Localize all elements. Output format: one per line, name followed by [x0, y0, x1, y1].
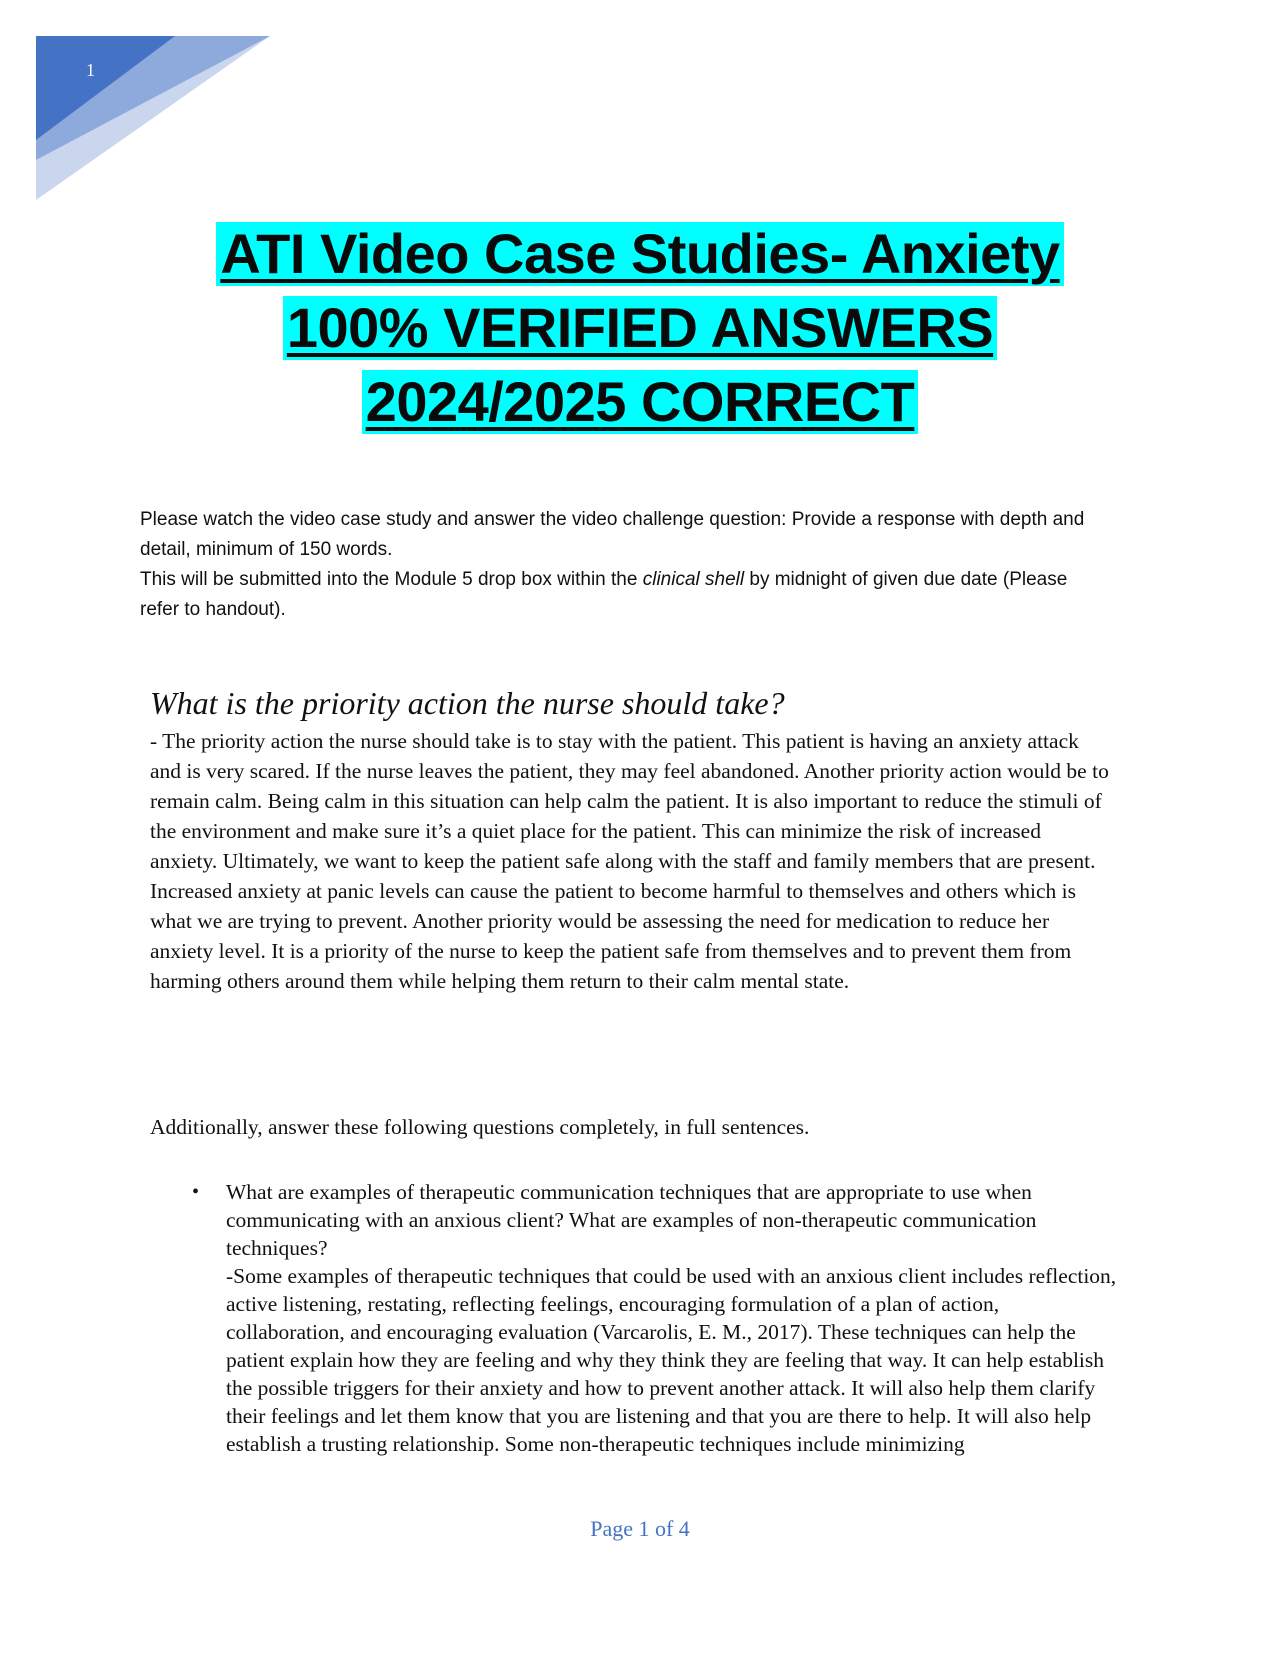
instructions-line-1: Please watch the video case study and answer the video challenge question: Provide a response with depth and detail, minimum of 150 words. — [140, 509, 1085, 560]
list-item-body — [226, 1178, 1122, 1458]
list-item-question: What are examples of therapeutic communication techniques that are appropriate to use when communicating with an anxious client? What are examples of non-therapeutic communication techniques? — [226, 1180, 1037, 1260]
instructions-text: This will be submitted into the Module 5 drop box within the — [140, 569, 643, 590]
page-footer: Page 1 of 4 — [590, 1516, 690, 1541]
title-line-2: 100% VERIFIED ANSWERS — [283, 296, 997, 360]
bullet-icon: • — [192, 1181, 200, 1203]
document-title — [0, 222, 1280, 444]
instructions-line-2 — [140, 565, 1100, 625]
list-item — [192, 1178, 1122, 1458]
instructions — [140, 505, 1100, 625]
instructions-italic-text: clinical shell — [642, 569, 745, 590]
title-line-3: 2024/2025 CORRECT — [362, 370, 919, 434]
title-line-1: ATI Video Case Studies- Anxiety — [216, 222, 1063, 286]
list-item-answer: -Some examples of therapeutic techniques that could be used with an anxious client includes reflection, active listening, restating, reflecting feelings, encouraging formulation of a plan of action, collaboration, and encouraging evaluation (Varcarolis, E. M., 2017). These techniques can help the patient explain how they are feeling and why they think they are feeling that way. It can help establish the possible triggers for their anxiety and how to prevent another attack. It will also help them clarify their feelings and let them know that you are listening and that you are there to help. It will also help establish a trusting relationship. Some non-therapeutic techniques include minimizing — [226, 1264, 1117, 1456]
corner-decoration — [0, 0, 300, 220]
instructions-text-end: by midnight of given due date (Please refer to handout). — [140, 569, 1068, 620]
question-heading: What is the priority action the nurse should take? — [150, 685, 785, 721]
additional-intro: Additionally, answer these following questions completely, in full sentences. — [150, 1115, 810, 1139]
question-answer: - The priority action the nurse should take is to stay with the patient. This patient is having an anxiety attack and is very scared. If the nurse leaves the patient, they may feel abandoned. Another priority action would be to remain calm. Being calm in this situation can help calm the patient. It is also important to reduce the stimuli of the environment and make sure it’s a quiet place for the patient. This can minimize the risk of increased anxiety. Ultimately, we want to keep the patient safe along with the staff and family members that are present. Increased anxiety at panic levels can cause the patient to become harmful to themselves and others which is what we are trying to prevent. Another priority would be assessing the need for medication to reduce her anxiety level. It is a priority of the nurse to keep the patient safe from themselves and to prevent them from harming others around them while helping them return to their calm mental state. — [150, 729, 1109, 993]
page-number: 1 — [86, 60, 95, 80]
